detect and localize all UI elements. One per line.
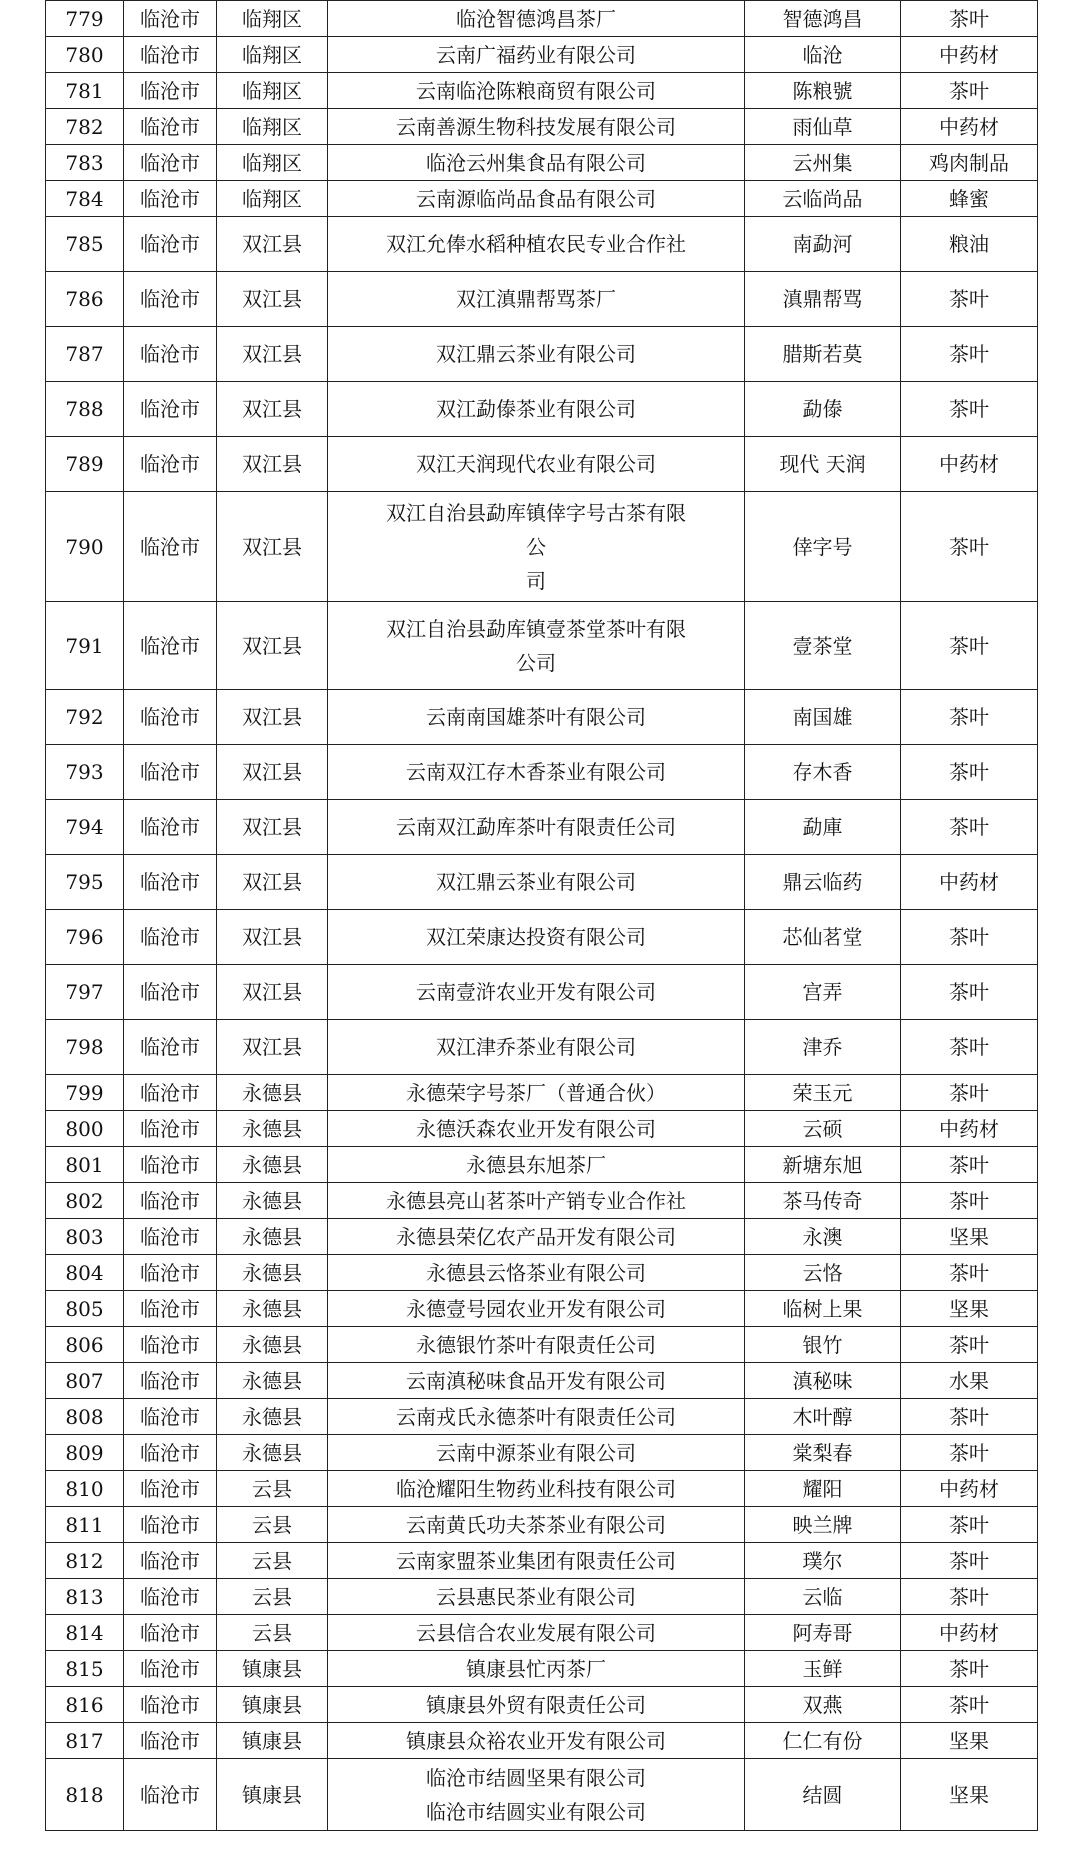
row-number-cell: 791 xyxy=(46,602,124,690)
brand-cell: 木叶醇 xyxy=(745,1399,901,1435)
county-cell: 临翔区 xyxy=(217,37,328,73)
brand-cell: 云临尚品 xyxy=(745,181,901,217)
table-row xyxy=(46,800,1038,855)
row-number-cell: 808 xyxy=(46,1399,124,1435)
row-number-cell: 788 xyxy=(46,382,124,437)
table-row xyxy=(46,492,1038,602)
table-row xyxy=(46,1723,1038,1759)
company-name-cell: 云南戎氏永德茶叶有限责任公司 xyxy=(328,1399,745,1435)
table-row xyxy=(46,1651,1038,1687)
company-name-cell: 双江允俸水稻种植农民专业合作社 xyxy=(328,217,745,272)
brand-cell: 勐傣 xyxy=(745,382,901,437)
category-cell: 中药材 xyxy=(901,1615,1038,1651)
brand-cell: 腊斯若莫 xyxy=(745,327,901,382)
city-cell: 临沧市 xyxy=(124,109,217,145)
brand-cell: 现代 天润 xyxy=(745,437,901,492)
company-name-line: 公 xyxy=(526,534,546,559)
county-cell: 双江县 xyxy=(217,492,328,602)
company-name-cell: 临沧智德鸿昌茶厂 xyxy=(328,1,745,37)
table-row xyxy=(46,382,1038,437)
county-cell: 临翔区 xyxy=(217,181,328,217)
row-number-cell: 811 xyxy=(46,1507,124,1543)
company-name-cell: 云县惠民茶业有限公司 xyxy=(328,1579,745,1615)
table-row xyxy=(46,272,1038,327)
city-cell: 临沧市 xyxy=(124,1147,217,1183)
county-cell: 双江县 xyxy=(217,965,328,1020)
city-cell: 临沧市 xyxy=(124,1255,217,1291)
brand-cell: 勐庫 xyxy=(745,800,901,855)
table-row xyxy=(46,327,1038,382)
row-number-cell: 780 xyxy=(46,37,124,73)
row-number-cell: 789 xyxy=(46,437,124,492)
row-number-cell: 799 xyxy=(46,1075,124,1111)
city-cell: 临沧市 xyxy=(124,1543,217,1579)
company-name-line: 临沧市结圆实业有限公司 xyxy=(426,1799,646,1824)
city-cell: 临沧市 xyxy=(124,492,217,602)
row-number-cell: 793 xyxy=(46,745,124,800)
county-cell: 永德县 xyxy=(217,1255,328,1291)
company-name-cell: 云南壹浒农业开发有限公司 xyxy=(328,965,745,1020)
company-name-cell: 云南双江存木香茶业有限公司 xyxy=(328,745,745,800)
county-cell: 双江县 xyxy=(217,1020,328,1075)
table-row xyxy=(46,910,1038,965)
row-number-cell: 782 xyxy=(46,109,124,145)
product-registry-table xyxy=(45,0,1038,1831)
company-name-line: 临沧市结圆坚果有限公司 xyxy=(426,1765,646,1790)
table-body xyxy=(46,1,1038,1831)
brand-cell: 结圆 xyxy=(745,1759,901,1831)
category-cell: 茶叶 xyxy=(901,1435,1038,1471)
brand-cell: 双燕 xyxy=(745,1687,901,1723)
company-name-cell: 双江天润现代农业有限公司 xyxy=(328,437,745,492)
brand-cell: 智德鸿昌 xyxy=(745,1,901,37)
brand-cell: 鼎云临药 xyxy=(745,855,901,910)
category-cell: 茶叶 xyxy=(901,327,1038,382)
company-name-cell: 云南善源生物科技发展有限公司 xyxy=(328,109,745,145)
table-row xyxy=(46,602,1038,690)
city-cell: 临沧市 xyxy=(124,855,217,910)
company-name-cell: 永德县东旭茶厂 xyxy=(328,1147,745,1183)
company-name-cell: 临沧云州集食品有限公司 xyxy=(328,145,745,181)
brand-cell: 映兰牌 xyxy=(745,1507,901,1543)
table-row xyxy=(46,1219,1038,1255)
brand-cell: 永澳 xyxy=(745,1219,901,1255)
city-cell: 临沧市 xyxy=(124,1219,217,1255)
city-cell: 临沧市 xyxy=(124,745,217,800)
county-cell: 永德县 xyxy=(217,1219,328,1255)
table-row xyxy=(46,1,1038,37)
county-cell: 永德县 xyxy=(217,1075,328,1111)
category-cell: 茶叶 xyxy=(901,602,1038,690)
table-row xyxy=(46,1147,1038,1183)
county-cell: 双江县 xyxy=(217,690,328,745)
table-row xyxy=(46,965,1038,1020)
city-cell: 临沧市 xyxy=(124,1111,217,1147)
city-cell: 临沧市 xyxy=(124,690,217,745)
row-number-cell: 805 xyxy=(46,1291,124,1327)
city-cell: 临沧市 xyxy=(124,217,217,272)
table-row xyxy=(46,73,1038,109)
city-cell: 临沧市 xyxy=(124,1651,217,1687)
county-cell: 双江县 xyxy=(217,800,328,855)
brand-cell: 陈粮號 xyxy=(745,73,901,109)
company-name-cell xyxy=(328,602,745,690)
company-name-cell: 永德沃森农业开发有限公司 xyxy=(328,1111,745,1147)
table-row xyxy=(46,1687,1038,1723)
row-number-cell: 786 xyxy=(46,272,124,327)
county-cell: 双江县 xyxy=(217,327,328,382)
row-number-cell: 781 xyxy=(46,73,124,109)
county-cell: 永德县 xyxy=(217,1291,328,1327)
company-name-cell: 镇康县忙丙茶厂 xyxy=(328,1651,745,1687)
brand-cell: 宫弄 xyxy=(745,965,901,1020)
category-cell: 茶叶 xyxy=(901,382,1038,437)
company-name-cell: 云南南国雄茶叶有限公司 xyxy=(328,690,745,745)
city-cell: 临沧市 xyxy=(124,37,217,73)
county-cell: 双江县 xyxy=(217,602,328,690)
city-cell: 临沧市 xyxy=(124,1687,217,1723)
county-cell: 镇康县 xyxy=(217,1687,328,1723)
row-number-cell: 795 xyxy=(46,855,124,910)
city-cell: 临沧市 xyxy=(124,602,217,690)
brand-cell: 茶马传奇 xyxy=(745,1183,901,1219)
category-cell: 坚果 xyxy=(901,1291,1038,1327)
table-row xyxy=(46,1183,1038,1219)
brand-cell: 玉鲜 xyxy=(745,1651,901,1687)
row-number-cell: 807 xyxy=(46,1363,124,1399)
county-cell: 临翔区 xyxy=(217,145,328,181)
row-number-cell: 812 xyxy=(46,1543,124,1579)
company-name-cell: 永德县云恪茶业有限公司 xyxy=(328,1255,745,1291)
table-row xyxy=(46,1399,1038,1435)
category-cell: 水果 xyxy=(901,1363,1038,1399)
table-row xyxy=(46,745,1038,800)
row-number-cell: 818 xyxy=(46,1759,124,1831)
county-cell: 双江县 xyxy=(217,855,328,910)
category-cell: 茶叶 xyxy=(901,1579,1038,1615)
table-row xyxy=(46,1255,1038,1291)
category-cell: 中药材 xyxy=(901,855,1038,910)
county-cell: 临翔区 xyxy=(217,109,328,145)
category-cell: 坚果 xyxy=(901,1759,1038,1831)
row-number-cell: 794 xyxy=(46,800,124,855)
county-cell: 云县 xyxy=(217,1507,328,1543)
table-row xyxy=(46,37,1038,73)
county-cell: 永德县 xyxy=(217,1435,328,1471)
company-name-line: 双江自治县勐库镇壹茶堂茶叶有限 xyxy=(386,616,686,641)
category-cell: 茶叶 xyxy=(901,272,1038,327)
row-number-cell: 815 xyxy=(46,1651,124,1687)
category-cell: 茶叶 xyxy=(901,1147,1038,1183)
company-name-cell: 双江鼎云茶业有限公司 xyxy=(328,327,745,382)
county-cell: 云县 xyxy=(217,1579,328,1615)
city-cell: 临沧市 xyxy=(124,1615,217,1651)
category-cell: 茶叶 xyxy=(901,1543,1038,1579)
company-name-cell: 云南源临尚品食品有限公司 xyxy=(328,181,745,217)
city-cell: 临沧市 xyxy=(124,800,217,855)
category-cell: 茶叶 xyxy=(901,1183,1038,1219)
table-row xyxy=(46,1543,1038,1579)
city-cell: 临沧市 xyxy=(124,965,217,1020)
category-cell: 茶叶 xyxy=(901,1651,1038,1687)
city-cell: 临沧市 xyxy=(124,1,217,37)
company-name-cell: 镇康县众裕农业开发有限公司 xyxy=(328,1723,745,1759)
county-cell: 双江县 xyxy=(217,272,328,327)
county-cell: 双江县 xyxy=(217,745,328,800)
category-cell: 茶叶 xyxy=(901,1399,1038,1435)
row-number-cell: 790 xyxy=(46,492,124,602)
row-number-cell: 792 xyxy=(46,690,124,745)
table-row xyxy=(46,1363,1038,1399)
table-row xyxy=(46,1615,1038,1651)
company-name-cell: 永德荣字号茶厂（普通合伙） xyxy=(328,1075,745,1111)
city-cell: 临沧市 xyxy=(124,1471,217,1507)
city-cell: 临沧市 xyxy=(124,1020,217,1075)
city-cell: 临沧市 xyxy=(124,1327,217,1363)
brand-cell: 南国雄 xyxy=(745,690,901,745)
company-name-cell: 云南黄氏功夫茶茶业有限公司 xyxy=(328,1507,745,1543)
row-number-cell: 810 xyxy=(46,1471,124,1507)
company-name-cell: 双江鼎云茶业有限公司 xyxy=(328,855,745,910)
row-number-cell: 814 xyxy=(46,1615,124,1651)
county-cell: 永德县 xyxy=(217,1147,328,1183)
brand-cell: 壹茶堂 xyxy=(745,602,901,690)
table-row xyxy=(46,1507,1038,1543)
table-row xyxy=(46,145,1038,181)
brand-cell: 南勐河 xyxy=(745,217,901,272)
county-cell: 临翔区 xyxy=(217,73,328,109)
company-name-cell: 永德银竹茶叶有限责任公司 xyxy=(328,1327,745,1363)
brand-cell: 新塘东旭 xyxy=(745,1147,901,1183)
county-cell: 永德县 xyxy=(217,1363,328,1399)
row-number-cell: 785 xyxy=(46,217,124,272)
category-cell: 蜂蜜 xyxy=(901,181,1038,217)
city-cell: 临沧市 xyxy=(124,73,217,109)
company-name-cell: 永德县荣亿农产品开发有限公司 xyxy=(328,1219,745,1255)
category-cell: 茶叶 xyxy=(901,965,1038,1020)
city-cell: 临沧市 xyxy=(124,327,217,382)
row-number-cell: 802 xyxy=(46,1183,124,1219)
brand-cell: 倖字号 xyxy=(745,492,901,602)
row-number-cell: 787 xyxy=(46,327,124,382)
county-cell: 镇康县 xyxy=(217,1723,328,1759)
company-name-cell: 双江津乔茶业有限公司 xyxy=(328,1020,745,1075)
row-number-cell: 784 xyxy=(46,181,124,217)
row-number-cell: 803 xyxy=(46,1219,124,1255)
table-row xyxy=(46,1111,1038,1147)
row-number-cell: 816 xyxy=(46,1687,124,1723)
table-row xyxy=(46,1759,1038,1831)
company-name-cell: 云南家盟茶业集团有限责任公司 xyxy=(328,1543,745,1579)
category-cell: 茶叶 xyxy=(901,800,1038,855)
company-name-cell: 云县信合农业发展有限公司 xyxy=(328,1615,745,1651)
table-row xyxy=(46,1291,1038,1327)
table-row xyxy=(46,181,1038,217)
county-cell: 永德县 xyxy=(217,1183,328,1219)
brand-cell: 荣玉元 xyxy=(745,1075,901,1111)
brand-cell: 存木香 xyxy=(745,745,901,800)
brand-cell: 棠梨春 xyxy=(745,1435,901,1471)
category-cell: 茶叶 xyxy=(901,1507,1038,1543)
category-cell: 中药材 xyxy=(901,437,1038,492)
company-name-cell: 永德县亮山茗茶叶产销专业合作社 xyxy=(328,1183,745,1219)
category-cell: 中药材 xyxy=(901,109,1038,145)
company-name-cell: 镇康县外贸有限责任公司 xyxy=(328,1687,745,1723)
company-name-cell: 双江荣康达投资有限公司 xyxy=(328,910,745,965)
city-cell: 临沧市 xyxy=(124,272,217,327)
brand-cell: 云州集 xyxy=(745,145,901,181)
category-cell: 茶叶 xyxy=(901,1255,1038,1291)
company-name-cell: 云南滇秘味食品开发有限公司 xyxy=(328,1363,745,1399)
city-cell: 临沧市 xyxy=(124,382,217,437)
company-name-cell: 永德壹号园农业开发有限公司 xyxy=(328,1291,745,1327)
table-row xyxy=(46,1020,1038,1075)
county-cell: 永德县 xyxy=(217,1399,328,1435)
category-cell: 茶叶 xyxy=(901,910,1038,965)
county-cell: 镇康县 xyxy=(217,1651,328,1687)
row-number-cell: 798 xyxy=(46,1020,124,1075)
row-number-cell: 804 xyxy=(46,1255,124,1291)
company-name-cell: 临沧耀阳生物药业科技有限公司 xyxy=(328,1471,745,1507)
county-cell: 永德县 xyxy=(217,1327,328,1363)
table-row xyxy=(46,855,1038,910)
table-row xyxy=(46,1327,1038,1363)
category-cell: 茶叶 xyxy=(901,1687,1038,1723)
company-name-cell: 云南双江勐库茶叶有限责任公司 xyxy=(328,800,745,855)
table-row xyxy=(46,217,1038,272)
city-cell: 临沧市 xyxy=(124,1183,217,1219)
brand-cell: 津乔 xyxy=(745,1020,901,1075)
row-number-cell: 809 xyxy=(46,1435,124,1471)
row-number-cell: 800 xyxy=(46,1111,124,1147)
row-number-cell: 813 xyxy=(46,1579,124,1615)
row-number-cell: 779 xyxy=(46,1,124,37)
city-cell: 临沧市 xyxy=(124,1435,217,1471)
county-cell: 双江县 xyxy=(217,437,328,492)
city-cell: 临沧市 xyxy=(124,1579,217,1615)
brand-cell: 滇秘味 xyxy=(745,1363,901,1399)
category-cell: 茶叶 xyxy=(901,1020,1038,1075)
county-cell: 云县 xyxy=(217,1615,328,1651)
table-row xyxy=(46,1579,1038,1615)
category-cell: 茶叶 xyxy=(901,73,1038,109)
category-cell: 茶叶 xyxy=(901,690,1038,745)
brand-cell: 阿寿哥 xyxy=(745,1615,901,1651)
category-cell: 坚果 xyxy=(901,1219,1038,1255)
brand-cell: 仁仁有份 xyxy=(745,1723,901,1759)
county-cell: 永德县 xyxy=(217,1111,328,1147)
table-row xyxy=(46,109,1038,145)
category-cell: 坚果 xyxy=(901,1723,1038,1759)
row-number-cell: 801 xyxy=(46,1147,124,1183)
brand-cell: 银竹 xyxy=(745,1327,901,1363)
city-cell: 临沧市 xyxy=(124,1363,217,1399)
row-number-cell: 817 xyxy=(46,1723,124,1759)
city-cell: 临沧市 xyxy=(124,1075,217,1111)
table-row xyxy=(46,1435,1038,1471)
category-cell: 茶叶 xyxy=(901,1075,1038,1111)
brand-cell: 璞尔 xyxy=(745,1543,901,1579)
brand-cell: 芯仙茗堂 xyxy=(745,910,901,965)
city-cell: 临沧市 xyxy=(124,1723,217,1759)
category-cell: 茶叶 xyxy=(901,1,1038,37)
county-cell: 临翔区 xyxy=(217,1,328,37)
company-name-cell: 云南中源茶业有限公司 xyxy=(328,1435,745,1471)
county-cell: 云县 xyxy=(217,1471,328,1507)
company-name-line: 双江自治县勐库镇倖字号古茶有限 xyxy=(386,500,686,525)
brand-cell: 雨仙草 xyxy=(745,109,901,145)
city-cell: 临沧市 xyxy=(124,1399,217,1435)
county-cell: 镇康县 xyxy=(217,1759,328,1831)
county-cell: 云县 xyxy=(217,1543,328,1579)
company-name-cell: 双江勐傣茶业有限公司 xyxy=(328,382,745,437)
company-name-line: 司 xyxy=(526,568,546,593)
row-number-cell: 796 xyxy=(46,910,124,965)
brand-cell: 云硕 xyxy=(745,1111,901,1147)
brand-cell: 云恪 xyxy=(745,1255,901,1291)
city-cell: 临沧市 xyxy=(124,1507,217,1543)
company-name-cell: 云南广福药业有限公司 xyxy=(328,37,745,73)
category-cell: 鸡肉制品 xyxy=(901,145,1038,181)
brand-cell: 临沧 xyxy=(745,37,901,73)
brand-cell: 云临 xyxy=(745,1579,901,1615)
category-cell: 中药材 xyxy=(901,1111,1038,1147)
county-cell: 双江县 xyxy=(217,217,328,272)
row-number-cell: 806 xyxy=(46,1327,124,1363)
city-cell: 临沧市 xyxy=(124,910,217,965)
category-cell: 茶叶 xyxy=(901,1327,1038,1363)
company-name-cell xyxy=(328,492,745,602)
brand-cell: 耀阳 xyxy=(745,1471,901,1507)
city-cell: 临沧市 xyxy=(124,181,217,217)
county-cell: 双江县 xyxy=(217,910,328,965)
row-number-cell: 797 xyxy=(46,965,124,1020)
company-name-cell: 云南临沧陈粮商贸有限公司 xyxy=(328,73,745,109)
table-row xyxy=(46,690,1038,745)
city-cell: 临沧市 xyxy=(124,145,217,181)
city-cell: 临沧市 xyxy=(124,1291,217,1327)
county-cell: 双江县 xyxy=(217,382,328,437)
row-number-cell: 783 xyxy=(46,145,124,181)
brand-cell: 临树上果 xyxy=(745,1291,901,1327)
company-name-line: 公司 xyxy=(516,650,556,675)
city-cell: 临沧市 xyxy=(124,1759,217,1831)
table-row xyxy=(46,1471,1038,1507)
brand-cell: 滇鼎帮骂 xyxy=(745,272,901,327)
category-cell: 粮油 xyxy=(901,217,1038,272)
company-name-cell xyxy=(328,1759,745,1831)
category-cell: 中药材 xyxy=(901,37,1038,73)
category-cell: 中药材 xyxy=(901,1471,1038,1507)
company-name-cell: 双江滇鼎帮骂茶厂 xyxy=(328,272,745,327)
category-cell: 茶叶 xyxy=(901,745,1038,800)
city-cell: 临沧市 xyxy=(124,437,217,492)
category-cell: 茶叶 xyxy=(901,492,1038,602)
table-row xyxy=(46,1075,1038,1111)
table-row xyxy=(46,437,1038,492)
